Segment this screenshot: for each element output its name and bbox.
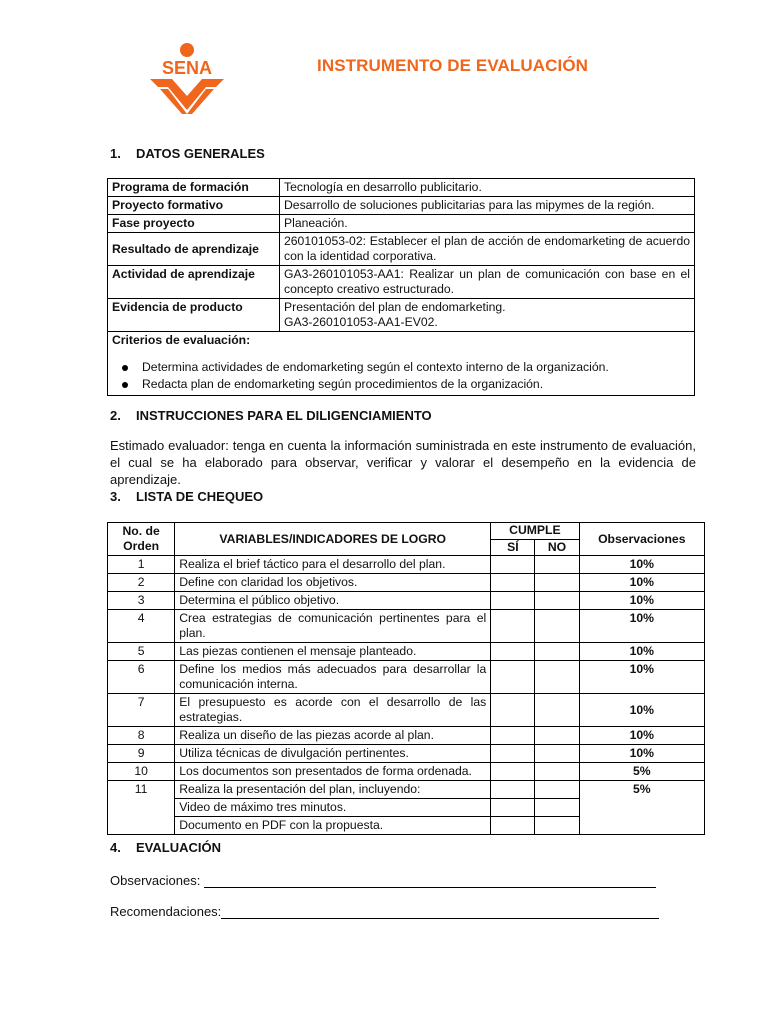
datos-label: Programa de formación [108,179,280,197]
datos-value: Desarrollo de soluciones publicitarias para las mipymes de la región. [280,197,695,215]
cumple-si-cell[interactable] [491,556,535,574]
cumple-no-cell[interactable] [535,763,579,781]
cumple-no-cell[interactable] [535,661,579,694]
observaciones-line [110,873,656,888]
cumple-no-cell[interactable] [535,556,579,574]
cumple-si-cell[interactable] [491,694,535,727]
table-row: 11 Realiza la presentación del plan, incluyendo: 5% [108,781,705,799]
header-si: SÍ [491,539,535,556]
datos-value: GA3-260101053-AA1: Realizar un plan de comunicación con base en el concepto creativo estructurado. [280,266,695,299]
cumple-si-cell[interactable] [491,592,535,610]
table-row [108,299,695,332]
section-instrucciones: 2. INSTRUCCIONES PARA EL DILIGENCIAMIENTO [110,408,432,423]
logo-head [180,43,194,57]
cumple-no-cell[interactable] [535,745,579,763]
sena-logo [146,42,228,116]
header-cumple: CUMPLE [491,523,579,540]
cumple-si-cell[interactable] [491,763,535,781]
table-row [108,332,695,396]
cumple-no-cell[interactable] [535,727,579,745]
table-row: Documento en PDF con la propuesta. [108,817,705,835]
cumple-si-cell[interactable] [491,574,535,592]
datos-label: Actividad de aprendizaje [108,266,280,299]
recomendaciones-line [110,904,659,919]
table-row [108,179,695,197]
datos-value: Planeación. [280,215,695,233]
datos-value: Presentación del plan de endomarketing. GA3-260101053-AA1-EV02. [280,299,695,332]
datos-label: Proyecto formativo [108,197,280,215]
datos-label: Evidencia de producto [108,299,280,332]
recomendaciones-field[interactable] [221,906,659,919]
header-observaciones: Observaciones [579,523,704,556]
criterios-cell [108,332,695,396]
cumple-no-cell[interactable] [535,610,579,643]
observaciones-field[interactable] [204,875,656,888]
cumple-no-cell[interactable] [535,592,579,610]
cumple-no-cell[interactable] [535,643,579,661]
cumple-si-cell[interactable] [491,610,535,643]
section-lista-chequeo: 3. LISTA DE CHEQUEO [110,489,264,504]
table-row: 7 El presupuesto es acorde con el desarrollo de las estrategias. 10% [108,694,705,727]
criterios-list [112,360,690,392]
criterios-title: Criterios de evaluación: [112,333,251,347]
list-item: Redacta plan de endomarketing según procedimientos de la organización. [112,377,690,392]
datos-generales-table [107,178,695,396]
datos-label: Resultado de aprendizaje [108,233,280,266]
cumple-no-cell[interactable] [535,799,579,817]
section-evaluacion: 4. EVALUACIÓN [110,840,221,855]
table-row [108,215,695,233]
table-row: Video de máximo tres minutos. [108,799,705,817]
table-row: 9 Utiliza técnicas de divulgación pertinentes. 10% [108,745,705,763]
table-row: 8 Realiza un diseño de las piezas acorde al plan. 10% [108,727,705,745]
table-row: 6 Define los medios más adecuados para desarrollar la comunicación interna. 10% [108,661,705,694]
table-row [108,266,695,299]
header-indicadores: VARIABLES/INDICADORES DE LOGRO [175,523,491,556]
section-datos-generales: 1. DATOS GENERALES [110,146,265,161]
cumple-no-cell[interactable] [535,694,579,727]
table-row [108,197,695,215]
observaciones-label: Observaciones: [110,873,201,888]
instrucciones-paragraph: Estimado evaluador: tenga en cuenta la información suministrada en este instrumento de evaluación, el cual se ha elaborado para observar, verificar y valorar el desempeño en la evidencia de aprendizaje. [110,438,696,487]
datos-value: Tecnología en desarrollo publicitario. [280,179,695,197]
cumple-no-cell[interactable] [535,781,579,799]
table-row [108,233,695,266]
list-item: Determina actividades de endomarketing según el contexto interno de la organización. [112,360,690,375]
datos-value: 260101053-02: Establecer el plan de acción de endomarketing de acuerdo con la identidad corporativa. [280,233,695,266]
header-orden: No. de Orden [108,523,175,556]
cumple-no-cell[interactable] [535,817,579,835]
table-row: 2 Define con claridad los objetivos. 10% [108,574,705,592]
table-row: 1 Realiza el brief táctico para el desarrollo del plan. 10% [108,556,705,574]
cumple-no-cell[interactable] [535,574,579,592]
table-row: 10 Los documentos son presentados de forma ordenada. 5% [108,763,705,781]
checklist-table [107,522,705,835]
header-no: NO [535,539,579,556]
cumple-si-cell[interactable] [491,745,535,763]
document-title: INSTRUMENTO DE EVALUACIÓN [317,56,589,75]
cumple-si-cell[interactable] [491,661,535,694]
table-row: 5 Las piezas contienen el mensaje planteado. 10% [108,643,705,661]
cumple-si-cell[interactable] [491,817,535,835]
cumple-si-cell[interactable] [491,781,535,799]
cumple-si-cell[interactable] [491,799,535,817]
cumple-si-cell[interactable] [491,727,535,745]
logo-text: SENA [161,58,213,78]
recomendaciones-label: Recomendaciones: [110,904,222,919]
table-row: 4 Crea estrategias de comunicación pertinentes para el plan. 10% [108,610,705,643]
cumple-si-cell[interactable] [491,643,535,661]
datos-label: Fase proyecto [108,215,280,233]
table-row: 3 Determina el público objetivo. 10% [108,592,705,610]
